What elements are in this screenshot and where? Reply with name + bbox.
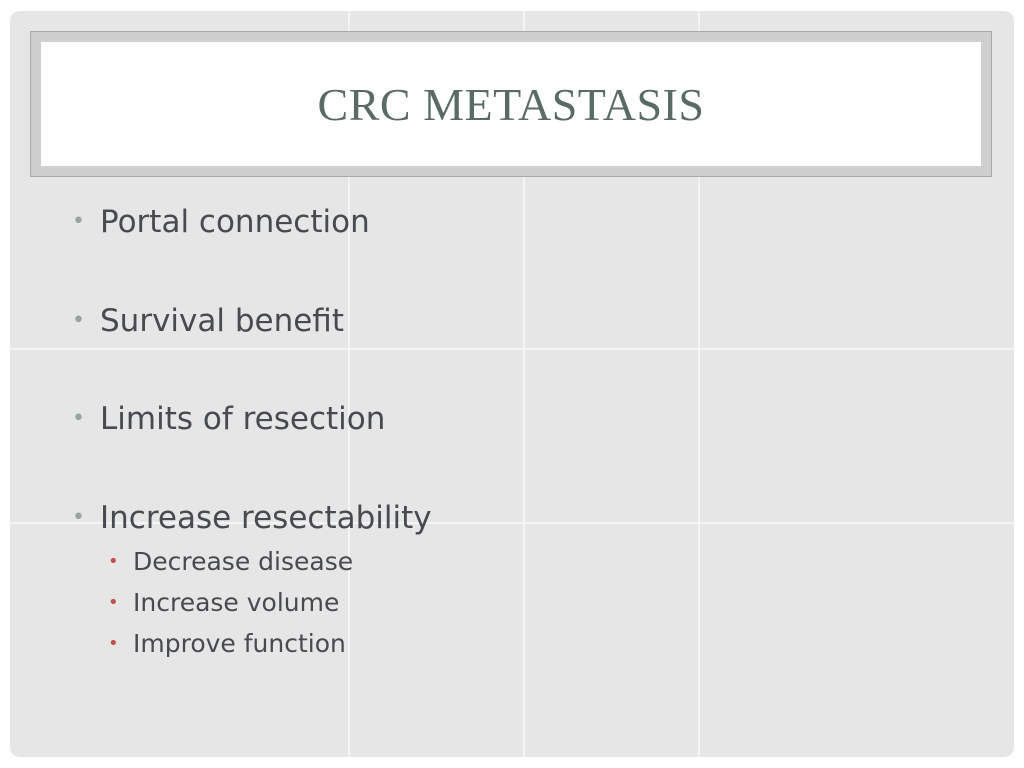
sub-bullet-item [108, 546, 353, 578]
bullet-text: Survival benefit [100, 303, 344, 339]
sub-bullet-item [108, 587, 339, 619]
sub-bullet-dot-icon: • [108, 633, 119, 654]
bullet-dot-icon: • [72, 308, 85, 333]
sub-bullet-dot-icon: • [108, 551, 119, 572]
sub-bullet-text: Decrease disease [133, 547, 354, 576]
bullet-text: Limits of resection [100, 401, 386, 437]
sub-bullet-dot-icon: • [108, 592, 119, 613]
slide-title: CRC METASTASIS [317, 78, 705, 130]
bullet-item [72, 301, 344, 341]
bullet-text: Portal connection [100, 204, 370, 240]
bullet-list [10, 11, 1014, 757]
sub-bullet-text: Increase volume [133, 588, 340, 617]
bullet-item [72, 399, 385, 439]
bullet-text: Increase resectability [100, 500, 432, 536]
bullet-item [72, 202, 370, 242]
bullet-dot-icon: • [72, 406, 85, 431]
bullet-dot-icon: • [72, 209, 85, 234]
sub-bullet-item [108, 628, 346, 660]
bullet-item [72, 498, 432, 538]
sub-bullet-text: Improve function [133, 629, 346, 658]
bullet-dot-icon: • [72, 505, 85, 530]
slide [10, 11, 1014, 757]
